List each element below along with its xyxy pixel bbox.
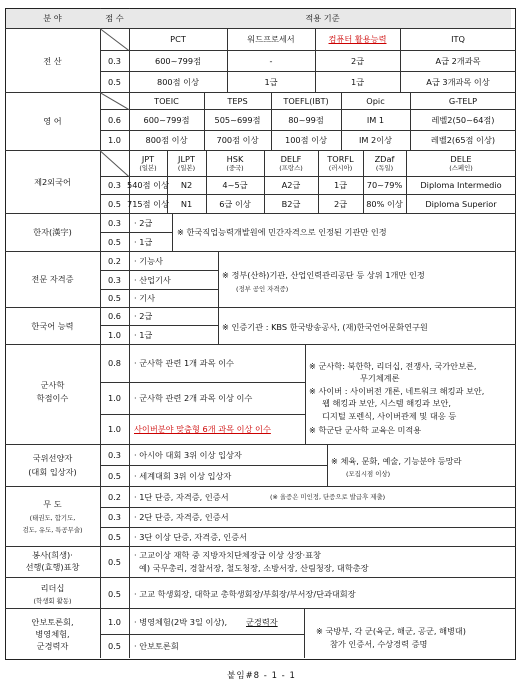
military-note: 무기체계론 — [360, 373, 400, 383]
second-lang-value: Diploma Intermedio — [420, 180, 502, 190]
english-col-header: TEPS — [227, 95, 248, 106]
header-score: 점 수 — [105, 13, 124, 23]
volunteer-item: · 고교이상 재학 중 지방자치단체장급 이상 상장·표창 — [134, 550, 321, 560]
second-lang-score: 0.3 — [107, 180, 122, 190]
cert-item: · 기사 — [134, 293, 156, 303]
military-label: 학점이수 — [36, 393, 69, 403]
military-note: 웹 해킹과 보안, 시스템 해킹과 보안, — [322, 398, 451, 408]
grid-line — [5, 577, 516, 578]
contest-item: · 세계대회 3위 이상 입상자 — [134, 470, 232, 481]
english-score: 1.0 — [107, 135, 122, 145]
second-lang-value: 80% 이상 — [366, 198, 403, 209]
english-value: 100점 이상 — [285, 135, 327, 145]
second-lang-value: Diploma Superior — [425, 198, 497, 209]
martial-note: (※ 올증은 미인정, 단증으로 발급후 제출) — [270, 493, 386, 501]
hanja-item: · 1급 — [134, 236, 153, 247]
security-note: 참가 인증서, 수상경력 증명 — [330, 639, 428, 649]
martial-item: · 2단 단증, 자격증, 인증서 — [134, 512, 229, 522]
cert-score: 0.2 — [107, 255, 122, 266]
korean-item: · 2급 — [134, 311, 153, 321]
contest-label: 국위선양자 — [32, 453, 73, 463]
second-lang-value: 2급 — [333, 198, 348, 209]
cert-score: 0.3 — [107, 274, 122, 285]
martial-item: · 1단 단증, 자격증, 인증서 — [134, 492, 229, 502]
military-item: · 군사학 관련 1개 과목 이수 — [134, 358, 234, 368]
korean-score: 1.0 — [107, 329, 122, 340]
computer-col-header: ITQ — [451, 34, 465, 44]
english-col-header: TOEIC — [154, 95, 179, 106]
military-note: ※ 학군단 군사학 교육은 미적용 — [309, 425, 422, 435]
security-item: · 안보토론회 — [134, 641, 179, 651]
volunteer-score: 0.5 — [107, 557, 122, 567]
grid-line — [5, 486, 516, 487]
second-lang-label: 제2외국어 — [34, 177, 71, 187]
hanja-item: · 2급 — [134, 217, 153, 228]
computer-col-header: PCT — [170, 34, 186, 44]
grid-line — [100, 527, 516, 528]
contest-score: 0.5 — [107, 470, 122, 481]
security-label: 병영체험, — [35, 629, 70, 639]
grid-line — [5, 444, 516, 445]
second-lang-value: 1급 — [333, 180, 348, 190]
grid-line — [100, 194, 516, 195]
computer-col-header: 컴퓨터 활용능력 — [328, 34, 387, 44]
second-lang-score: 0.5 — [107, 198, 122, 209]
second-lang-col-header: ZDaf — [374, 154, 395, 164]
grid-line — [100, 289, 218, 290]
military-note: ※ 사이버 : 사이버전 개론, 네트워크 해킹과 보안, — [309, 386, 485, 396]
martial-score: 0.3 — [107, 512, 122, 522]
korean-score: 0.6 — [107, 311, 122, 321]
second-lang-value: 540점 이상 — [127, 180, 169, 190]
grid-line — [304, 608, 305, 658]
second-lang-col-header: DELF — [280, 154, 302, 164]
security-score: 0.5 — [107, 641, 122, 651]
computer-value: 600~799점 — [154, 55, 202, 66]
second-lang-value: N1 — [180, 198, 193, 209]
grid-line — [100, 176, 516, 177]
korean-item: · 1급 — [134, 329, 153, 340]
english-value: IM 1 — [366, 114, 385, 125]
cert-item: · 기능사 — [134, 255, 163, 266]
security-score: 1.0 — [107, 617, 122, 627]
cert-note: ※ 정부(산하)기관, 산업인력관리공단 등 상위 1개만 인정 — [222, 270, 425, 280]
korean-note: ※ 인증기관 : KBS 한국방송공사, (재)한국언어문화연구원 — [222, 322, 428, 332]
cert-note-sub: (정부 공인 자격증) — [236, 285, 289, 293]
hanja-label: 한자(漢字) — [33, 227, 72, 237]
grid-line — [5, 150, 516, 151]
second-lang-col-sub: (러시아) — [328, 164, 353, 172]
grid-line — [5, 92, 516, 93]
hanja-score: 0.3 — [107, 217, 122, 228]
grid-line — [327, 444, 328, 486]
grid-line — [5, 307, 516, 308]
military-note: ※ 군사학: 북한학, 리더십, 전쟁사, 국가안보론, — [309, 361, 477, 371]
grid-line — [218, 307, 219, 344]
military-item: 사이버분야 맞춤형 6개 과목 이상 이수 — [134, 424, 271, 434]
grid-line — [100, 507, 516, 508]
english-label: 영 어 — [43, 116, 62, 126]
volunteer-label: 선행(효행)표창 — [25, 562, 80, 572]
hanja-note: ※ 한국직업능력개발원에 민간자격으로 인정된 기관만 인정 — [177, 227, 387, 237]
second-lang-value: 715점 이상 — [127, 198, 169, 209]
military-label: 군사학 — [40, 380, 65, 390]
grid-line — [218, 251, 219, 307]
security-item-underlined: 군경력자 — [246, 617, 278, 627]
military-score: 1.0 — [107, 424, 122, 434]
grid-line — [5, 251, 516, 252]
contest-note: ※ 체육, 문화, 예술, 기능분야 등망라 — [331, 456, 462, 466]
military-score: 1.0 — [107, 393, 122, 403]
leadership-label-sub: (학생회 활동) — [33, 597, 72, 605]
english-col-header: G-TELP — [448, 95, 478, 106]
grid-line — [100, 465, 327, 466]
second-lang-col-header: JLPT — [178, 154, 195, 164]
volunteer-examples: 예) 국무총리, 경찰서장, 철도청장, 소방서장, 산림청장, 대학총장 — [139, 563, 369, 573]
second-lang-col-header: JPT — [141, 154, 155, 164]
second-lang-col-sub: (일본) — [177, 164, 196, 172]
second-lang-col-header: DELE — [450, 154, 472, 164]
english-value: IM 2이상 — [358, 135, 393, 145]
header-category: 분 야 — [43, 13, 62, 23]
cert-label: 전문 자격증 — [31, 274, 74, 284]
korean-label: 한국어 능력 — [31, 321, 74, 331]
cert-score: 0.5 — [107, 293, 122, 303]
martial-item: · 3단 이상 단증, 자격증, 인증서 — [134, 532, 248, 542]
second-lang-col-header: HSK — [226, 154, 244, 164]
grid-line — [5, 344, 516, 345]
martial-label-sub: 검도, 유도, 특공무술) — [22, 526, 83, 534]
english-col-header: TOEFL(IBT) — [283, 95, 329, 106]
second-lang-col-sub: (중국) — [226, 164, 244, 172]
martial-label: 무 도 — [43, 499, 62, 509]
grid-line — [100, 414, 305, 415]
grid-line — [100, 130, 516, 131]
grid-line — [5, 28, 516, 29]
english-value: 80~99점 — [288, 114, 324, 125]
grid-line — [100, 109, 516, 110]
grid-line — [100, 270, 218, 271]
header-criteria: 적용 기준 — [305, 13, 340, 23]
english-value: 700점 이상 — [216, 135, 259, 145]
english-value: 레벨2(65점 이상) — [430, 135, 496, 145]
second-lang-col-header: TORFL — [327, 154, 354, 164]
security-item: · 병영체험(2박 3일 이상), — [134, 617, 228, 627]
second-lang-col-sub: (프랑스) — [279, 164, 303, 172]
leadership-item: · 고교 학생회장, 대학교 총학생회장/부회장/부서장/단과대회장 — [134, 589, 356, 599]
computer-value: A급 3개과목 이상 — [426, 76, 490, 87]
computer-value: 1급 — [350, 76, 365, 87]
second-lang-value: N2 — [180, 180, 193, 190]
military-score: 0.8 — [107, 358, 122, 368]
martial-label-sub: (태권도, 합기도, — [29, 514, 76, 522]
second-lang-col-sub: (일본) — [139, 164, 157, 172]
computer-value: 1급 — [264, 76, 278, 87]
computer-value: - — [269, 55, 273, 66]
computer-col-header: 워드프로세서 — [247, 34, 295, 44]
computer-value: A급 2개과목 — [435, 55, 481, 66]
contest-label: (대회 입상자) — [28, 467, 77, 477]
computer-value: 2급 — [350, 55, 365, 66]
military-item: · 군사학 관련 2개 과목 이상 이수 — [134, 393, 253, 403]
english-value: 800점 이상 — [145, 135, 188, 145]
grid-line — [5, 546, 516, 547]
leadership-label: 리더십 — [40, 583, 65, 593]
computer-value: 800점 이상 — [157, 76, 199, 87]
security-note: ※ 국방부, 각 군(육군, 해군, 공군, 해병대) — [316, 626, 467, 636]
english-col-header: Opic — [366, 95, 385, 106]
english-value: 레벨2(50~64점) — [431, 114, 495, 125]
grid-line — [5, 213, 516, 214]
second-lang-col-sub: (독일) — [375, 164, 394, 172]
security-label: 군경력자 — [36, 641, 69, 651]
volunteer-label: 봉사(희생)· — [32, 550, 73, 560]
second-lang-value: 70~79% — [366, 180, 403, 190]
computer-score: 0.3 — [107, 55, 122, 66]
second-lang-value: 4~5급 — [222, 180, 248, 190]
computer-label: 전 산 — [43, 56, 62, 66]
second-lang-col-sub: (스페인) — [449, 164, 473, 172]
english-value: 505~699점 — [214, 114, 261, 125]
hanja-score: 0.5 — [107, 236, 122, 247]
grid-line — [305, 344, 306, 444]
computer-score: 0.5 — [107, 76, 122, 87]
martial-score: 0.2 — [107, 492, 122, 502]
cert-item: · 산업기사 — [134, 274, 171, 285]
second-lang-value: B2급 — [281, 198, 301, 209]
military-note: 디지털 포렌식, 사이버관제 및 대응 등 — [322, 411, 457, 421]
contest-item: · 아시아 대회 3위 이상 입상자 — [134, 449, 242, 460]
grid-line — [5, 608, 516, 609]
second-lang-value: 6급 이상 — [219, 198, 251, 209]
contest-note-sub: (모집시점 이상) — [346, 470, 391, 478]
grid-line — [100, 71, 516, 72]
security-label: 안보토론회, — [31, 617, 74, 627]
page-footer: 붙임#8 - 1 - 1 — [227, 671, 296, 681]
leadership-score: 0.5 — [107, 589, 122, 599]
grid-line — [100, 50, 516, 51]
contest-score: 0.3 — [107, 449, 122, 460]
martial-score: 0.5 — [107, 532, 122, 542]
english-value: 600~799점 — [143, 114, 190, 125]
second-lang-value: A2급 — [281, 180, 301, 190]
english-score: 0.6 — [107, 114, 122, 125]
